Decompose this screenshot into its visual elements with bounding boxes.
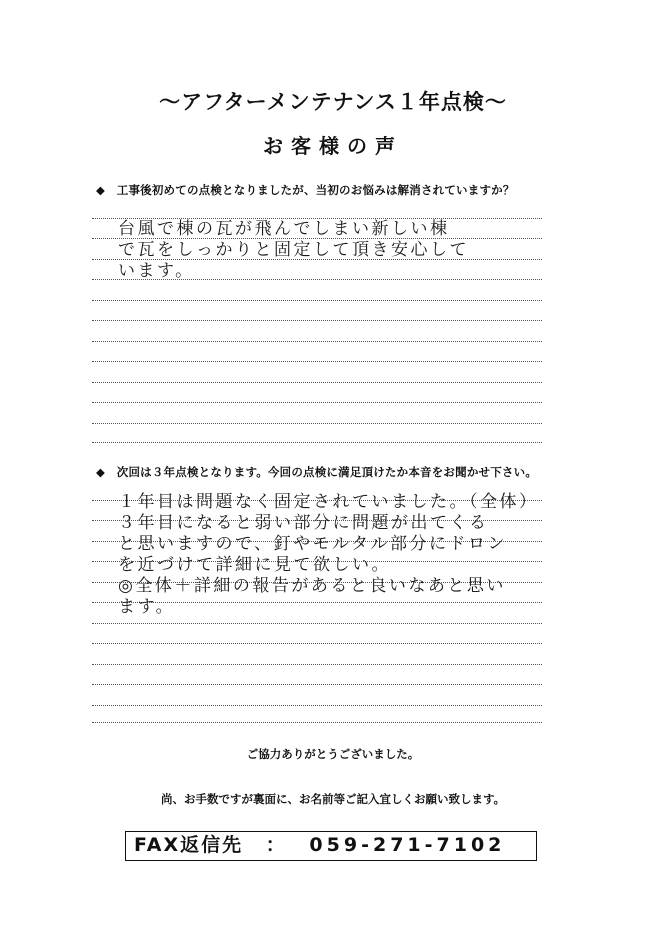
ruled-line (92, 320, 542, 321)
ruled-line (92, 423, 542, 424)
ruled-line (92, 442, 542, 443)
ruled-line (92, 684, 542, 685)
handwritten-answer-2 (118, 492, 548, 618)
ruled-line (92, 623, 542, 624)
answer-2-line: を近づけて詳細に見て欲しい。 (118, 555, 391, 575)
answer-2-line: と思いますので、釘やモルタル部分にドロン (118, 534, 507, 554)
answer-2-line: ◎全体＋詳細の報告があると良いなあと思い (118, 576, 506, 596)
ruled-line (92, 664, 542, 665)
handwritten-answer-1 (118, 219, 548, 282)
fax-number: 059-271-7102 (309, 834, 506, 856)
ruled-line (92, 300, 542, 301)
ruled-line (92, 705, 542, 706)
form-subtitle: お客様の声 (263, 134, 403, 158)
answer-1-line: 台風で棟の瓦が飛んでしまい新しい棟 (118, 219, 450, 239)
back-side-note: 尚、お手数ですが裏面に、お名前等ご記入宜しくお願い致します。 (160, 792, 506, 806)
answer-2-line: １年目は問題なく固定されていました。（全体） (118, 492, 539, 512)
fax-separator: ： (265, 834, 287, 856)
form-title: ～アフターメンテナンス１年点検～ (159, 90, 507, 114)
ruled-line (92, 402, 542, 403)
answer-2-line: ます。 (118, 597, 176, 617)
answer-1-line: で瓦をしっかりと固定して頂き安心して (118, 240, 469, 260)
ruled-line (92, 341, 542, 342)
ruled-line (92, 382, 542, 383)
ruled-line (92, 643, 542, 644)
question-2: ◆ 次回は３年点検となります。今回の点検に満足頂けたか本音をお聞かせ下さい。 (96, 465, 538, 479)
answer-1-line: います。 (118, 261, 195, 281)
ruled-line (92, 722, 542, 723)
fax-box (125, 831, 537, 861)
thanks-message: ご協力ありがとうございました。 (246, 747, 420, 761)
question-1: ◆ 工事後初めての点検となりましたが、当初のお悩みは解消されていますか？ (96, 183, 515, 197)
answer-2-line: ３年目になると弱い部分に問題が出てくる (118, 513, 489, 533)
fax-label: FAX返信先 (134, 834, 244, 856)
ruled-line (92, 361, 542, 362)
